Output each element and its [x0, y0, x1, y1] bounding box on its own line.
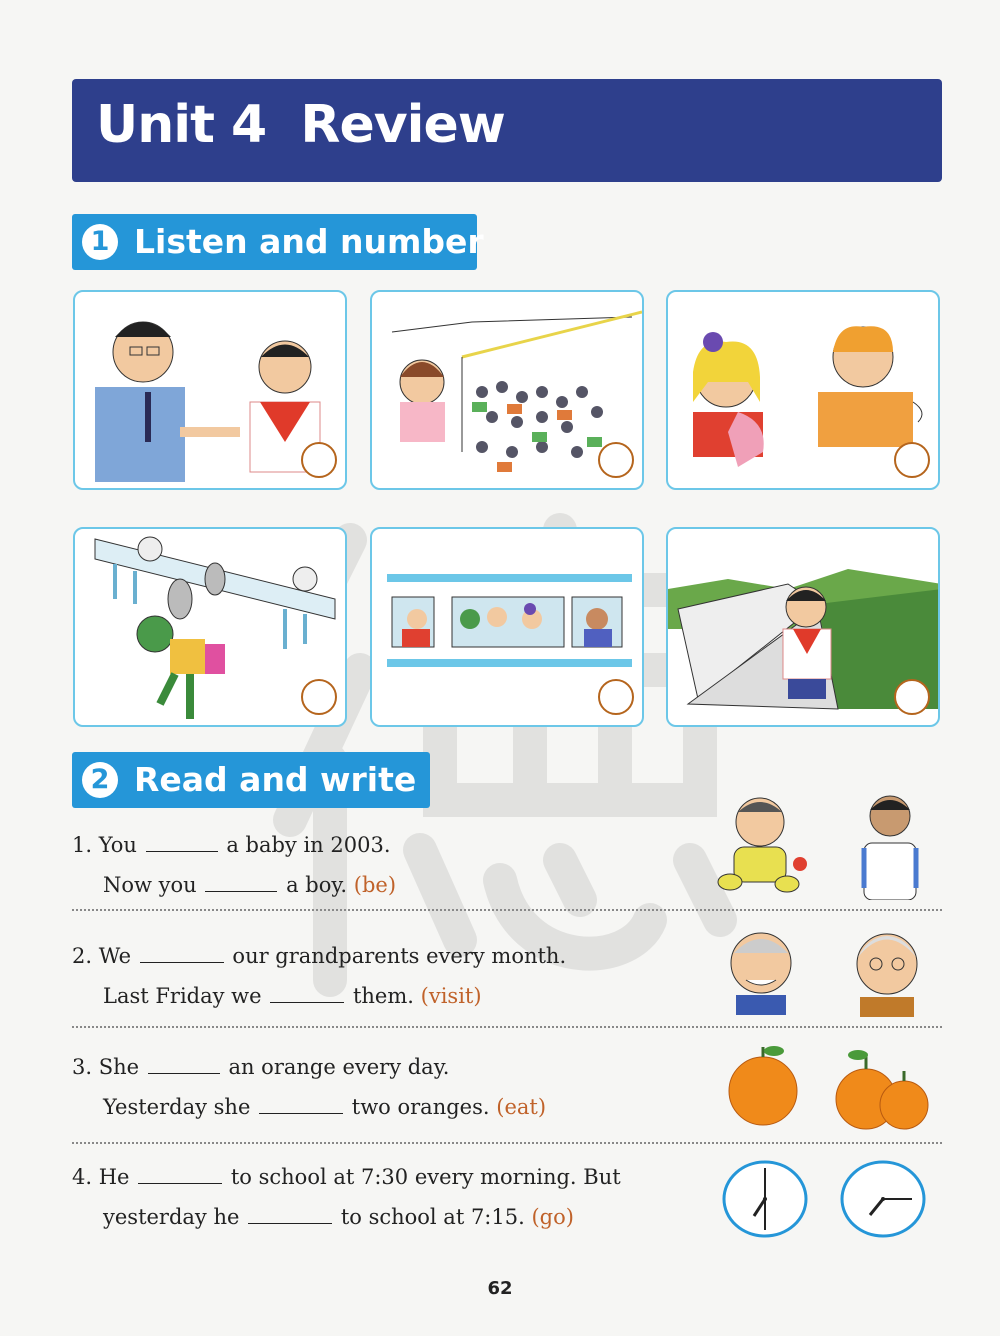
- picture-great-wall: [666, 527, 940, 727]
- section-1-header: [72, 214, 484, 270]
- page-number: 62: [487, 1278, 513, 1299]
- verb-hint-1: (be): [353, 873, 397, 897]
- exercise-3-line-1: 3. She an orange every day.: [72, 1055, 450, 1079]
- answer-circle-2[interactable]: [598, 442, 634, 478]
- baby-illustration: [712, 792, 812, 897]
- answer-circle-4[interactable]: [301, 679, 337, 715]
- answer-blank-3a[interactable]: [148, 1055, 220, 1074]
- exercise-4-line-1: 4. He to school at 7:30 every morning. But: [72, 1165, 621, 1189]
- exercise-1-line-1: 1. You a baby in 2003.: [72, 833, 391, 857]
- divider: [72, 1142, 942, 1144]
- answer-blank-1b[interactable]: [205, 873, 277, 892]
- clock-730-illustration: [722, 1160, 808, 1238]
- one-orange-illustration: [722, 1043, 804, 1128]
- exercise-2-line-1: 2. We our grandparents every month.: [72, 944, 567, 968]
- answer-blank-2a[interactable]: [140, 944, 224, 963]
- answer-circle-5[interactable]: [598, 679, 634, 715]
- picture-theatre: [370, 290, 644, 490]
- section-2-title: Read and write: [134, 760, 417, 799]
- section-2-header: [72, 752, 430, 808]
- divider: [72, 1026, 942, 1028]
- boy-illustration: [850, 788, 930, 900]
- two-oranges-illustration: [830, 1045, 932, 1133]
- picture-ceiling-climb: [73, 527, 347, 727]
- exercise-2-line-2: Last Friday we them. (visit): [103, 984, 482, 1008]
- clock-715-illustration: [840, 1160, 926, 1238]
- answer-blank-3b[interactable]: [259, 1095, 343, 1114]
- page-title: Unit 4 Review: [96, 95, 505, 155]
- answer-blank-1a[interactable]: [146, 833, 218, 852]
- answer-circle-1[interactable]: [301, 442, 337, 478]
- divider: [72, 909, 942, 911]
- answer-circle-3[interactable]: [894, 442, 930, 478]
- verb-hint-4: (go): [531, 1205, 574, 1229]
- grandmother-illustration: [846, 922, 928, 1017]
- answer-circle-6[interactable]: [894, 679, 930, 715]
- verb-hint-3: (eat): [496, 1095, 547, 1119]
- picture-scarf-gift: [666, 290, 940, 490]
- exercise-3-line-2: Yesterday she two oranges. (eat): [103, 1095, 547, 1119]
- answer-blank-4a[interactable]: [138, 1165, 222, 1184]
- section-1-number: 1: [82, 224, 118, 260]
- unit-title-bar: [72, 79, 942, 182]
- answer-blank-2b[interactable]: [270, 984, 344, 1003]
- answer-blank-4b[interactable]: [248, 1205, 332, 1224]
- picture-train-window: [370, 527, 644, 727]
- section-1-title: Listen and number: [134, 222, 484, 261]
- section-2-number: 2: [82, 762, 118, 798]
- picture-handshake: [73, 290, 347, 490]
- exercise-1-line-2: Now you a boy. (be): [103, 873, 397, 897]
- exercise-4-line-2: yesterday he to school at 7:15. (go): [103, 1205, 574, 1229]
- verb-hint-2: (visit): [420, 984, 482, 1008]
- grandfather-illustration: [722, 925, 800, 1015]
